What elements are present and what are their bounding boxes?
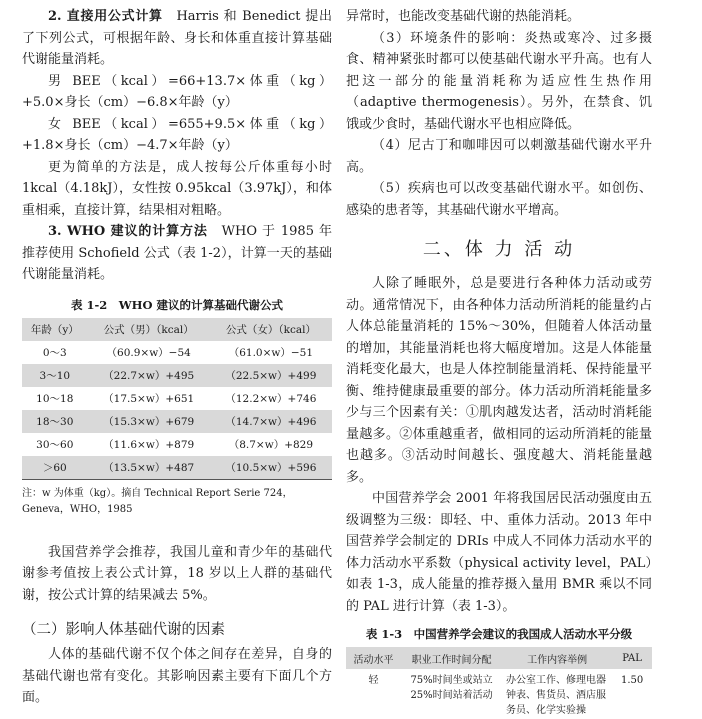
- header-activity-level: 活动水平: [346, 647, 401, 669]
- paragraph-who-method: [22, 221, 332, 286]
- table-1-2-caption: 表 1-2 WHO 建议的计算基础代谢公式: [70, 297, 284, 312]
- cell-male: （13.5×w）+487: [88, 456, 210, 480]
- cell-age: ＞60: [22, 456, 88, 480]
- cell-age: 0～3: [42, 346, 67, 359]
- cell-female: （22.5×w）+499: [210, 364, 332, 387]
- paragraph-direct-formula: [22, 6, 332, 71]
- subheading-bmr-factors: （二）影响人体基础代谢的因素: [22, 622, 225, 638]
- table-1-2-note: 注：w 为体重（kg）。摘自 Technical Report Serie 724，Geneva，WHO，1985: [22, 487, 293, 515]
- cell-male: （22.7×w）+495: [88, 364, 210, 387]
- cell-age: 10～18: [36, 392, 74, 405]
- heading-who-method: 3. WHO 建议的计算方法: [48, 224, 208, 239]
- cell-age: 30～60: [36, 438, 74, 451]
- paragraph-china-recommend: 我国营养学会推荐，我国儿童和青少年的基础代谢参考值按上表公式计算，18 岁以上人群的基础代谢，按公式计算的结果减去 5%。: [22, 544, 332, 603]
- section-heading-physical-activity: 二、体 力 活 动: [422, 239, 576, 260]
- cell-female: （10.5×w）+596: [210, 456, 332, 480]
- table-row: [346, 669, 652, 719]
- formula-female: 女 BEE（kcal）=655+9.5×体重（kg）+1.8×身长（cm）−4.7×年龄（y）: [22, 116, 332, 153]
- cell-age: 3～10: [22, 364, 88, 387]
- table-1-3: [346, 647, 652, 719]
- table-row: [22, 364, 332, 387]
- table-1-3-caption: 表 1-3 中国营养学会建议的我国成人活动水平分级: [365, 627, 633, 641]
- formula-male: 男 BEE（kcal）=66+13.7×体重（kg）+5.0×身长（cm）−6.8×年龄（y）: [22, 73, 332, 110]
- header-work-examples: 工作内容举例: [502, 647, 612, 669]
- paragraph-bmr-factors: 人体的基础代谢不仅个体之间存在差异，自身的基础代谢也常有变化。其影响因素主要有下面几个方面。: [22, 647, 332, 705]
- cell-female: （14.7×w）+496: [210, 410, 332, 433]
- header-female-formula: 公式（女）（kcal）: [210, 318, 332, 341]
- table-row: [22, 456, 332, 480]
- table-row: [22, 387, 332, 410]
- text-who-method: WHO 于 1985 年推荐使用 Schofield 公式（表 1-2），计算一天的基础代谢能量消耗。: [22, 224, 332, 282]
- cell-female: （8.7×w）+829: [228, 438, 314, 451]
- cell-male: （17.5×w）+651: [103, 392, 195, 405]
- paragraph-continued: 异常时，也能改变基础代谢的热能消耗。: [346, 9, 581, 24]
- table-row: [22, 410, 332, 433]
- table-header-row: [346, 647, 652, 669]
- paragraph-activity-levels: 中国营养学会 2001 年将我国居民活动强度由五级调整为三级：即轻、中、重体力活动。2013 年中国营养学会制定的 DRIs 中成人不同体力活动水平的体力活动水平系数（physical activity level，PAL）如表 1-3，成人能量的推荐摄入量用 BMR 乘以不同的 PAL 进行计算（表 1-3）。: [346, 491, 652, 614]
- paragraph-nicotine: （4）尼古丁和咖啡因可以刺激基础代谢水平升高。: [346, 138, 652, 175]
- cell-work-examples: 办公室工作、修理电器钟表、售货员、酒店服务员、化学实验操: [506, 675, 607, 716]
- left-column: [22, 6, 332, 709]
- header-work-time: 职业工作时间分配: [401, 647, 502, 669]
- header-male-formula: 公式（男）（kcal）: [88, 318, 210, 341]
- cell-female: （12.2×w）+746: [225, 392, 317, 405]
- paragraph-environment: （3）环境条件的影响：炎热或寒冷、过多摄食、精神紧张时都可以使基础代谢水平升高。也有人把这一部分的能量消耗称为适应性生热作用（adaptive thermogenesis）。另外，在禁食、饥饿或少食时，基础代谢水平也相应降低。: [346, 30, 652, 132]
- cell-female: （61.0×w）−51: [228, 346, 314, 359]
- table-1-2: [22, 318, 332, 480]
- cell-age: 18～30: [22, 410, 88, 433]
- table-row: [22, 341, 332, 364]
- paragraph-simple-method: 更为简单的方法是，成人按每公斤体重每小时 1kcal（4.18kJ），女性按 0.95kcal（3.97kJ），和体重相乘，直接计算，结果相对粗略。: [22, 159, 332, 218]
- cell-work-time: 75%时间坐或站立 25%时间站着活动: [410, 675, 493, 701]
- cell-activity-level: 轻: [368, 675, 379, 686]
- table-header-row: [22, 318, 332, 341]
- cell-male: （15.3×w）+679: [88, 410, 210, 433]
- header-age: 年龄（y）: [22, 318, 88, 341]
- cell-pal: 1.50: [620, 675, 644, 686]
- right-column: [346, 6, 652, 719]
- cell-male: （11.6×w）+879: [103, 438, 195, 451]
- cell-male: （60.9×w）−54: [106, 346, 191, 359]
- text-direct-formula: Harris 和 Benedict 提出了下列公式，可根据年龄、身长和体重直接计算基础代谢能量消耗。: [22, 9, 332, 67]
- header-pal: PAL: [612, 647, 652, 669]
- paragraph-physical-activity: 人除了睡眠外，总是要进行各种体力活动或劳动。通常情况下，由各种体力活动所消耗的能量约占人体总能量消耗的 15%～30%，但随着人体活动量的增加，其能量消耗也将大幅度增加。这是人体能量消耗变化最大，也是人体控制能量消耗、保持能量平衡、维持健康最重要的部分。体力活动所消耗能量多少与三个因素有关：①肌肉越发达者，活动时消耗能量越多。②体重越重者，做相同的运动所消耗的能量也越多。③活动时间越长、强度越大、消耗能量越多。: [346, 276, 652, 485]
- paragraph-disease: （5）疾病也可以改变基础代谢水平。如创伤、感染的患者等，其基础代谢水平增高。: [346, 181, 652, 218]
- heading-direct-formula: 2. 直接用公式计算: [48, 9, 163, 24]
- table-row: [22, 433, 332, 456]
